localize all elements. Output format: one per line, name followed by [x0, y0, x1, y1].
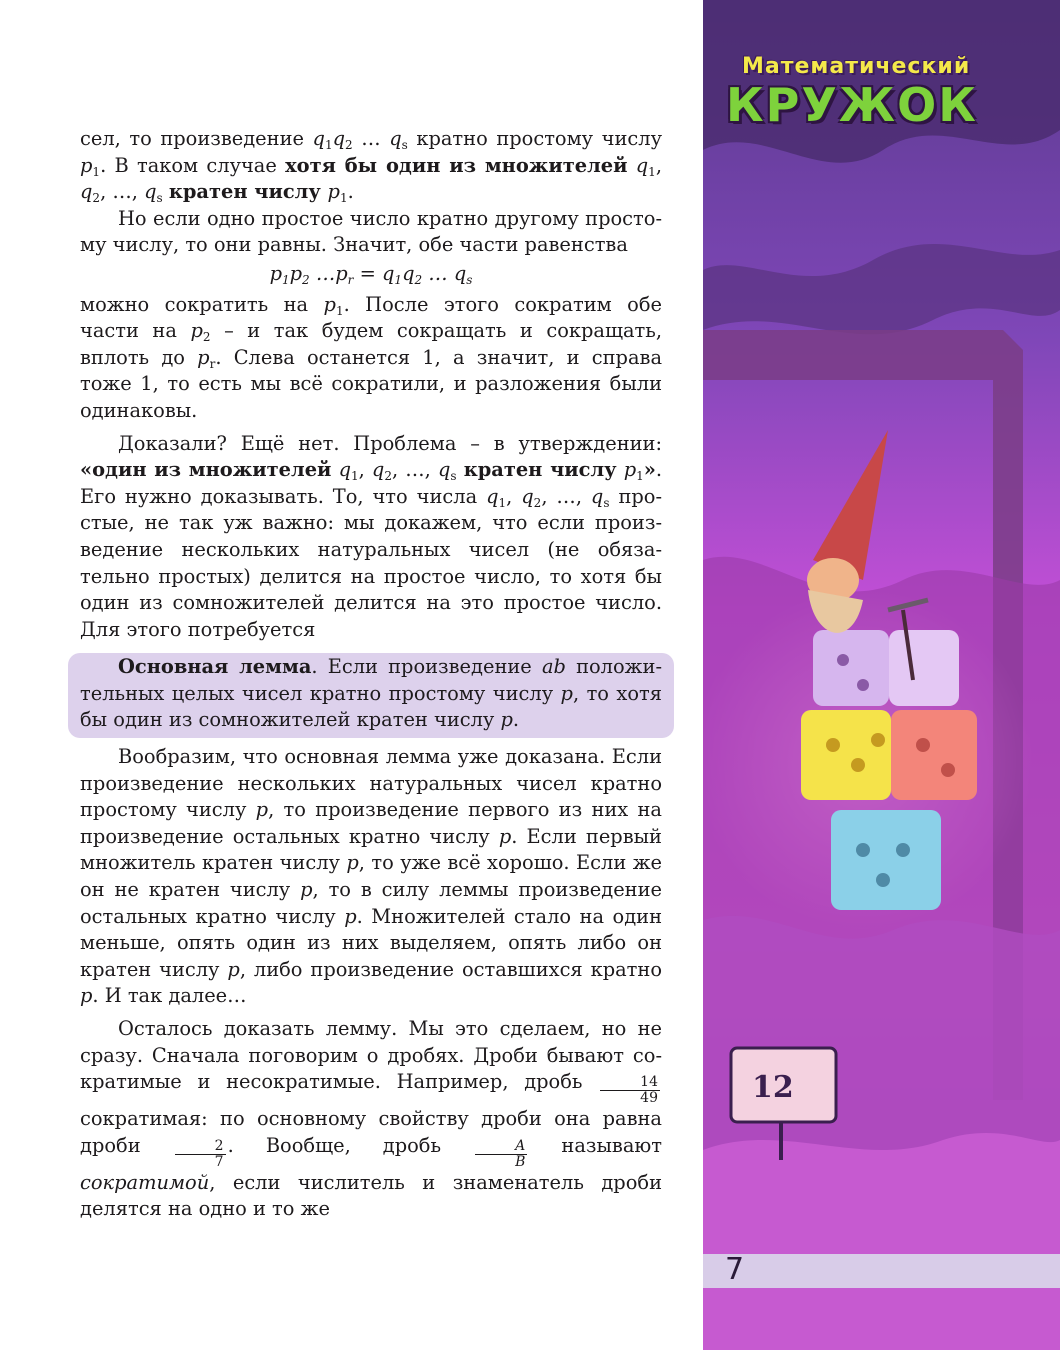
equation: $p_1p_2$ $\dots p_r = q_1q_2$ … $q_s$	[269, 261, 473, 287]
paragraph-4: Доказали? Ещё нет. Проблема – в утверждении: «один из множителей $q_1$, $q_2$, …, $q_s$ кратен числу $p_1$». Его нужно доказывать. То, что числа $q_1$, $q_2$, …, $q_s$ простые, не так уж важно: мы докажем, что если произведение нескольких натуральных чисел (не обязательно простых) делится на простое число, то хотя бы один из сомножителей делится на это простое число. Для этого потребуется	[80, 431, 663, 641]
paragraph-6: Осталось доказать лемму. Мы это сделаем, но не сразу. Сначала поговорим о дробях. Дроби бывают сократимые и несократимые. Например, дробь $\frac{14}{49}$ сократимая: по основному свойству дроби она равна дроби $\frac{2}{7}$ . Вообще, дробь $\frac{A}{B}$ называют сократимой, если числитель и знаменатель дроби делятся на одно и то же	[80, 1017, 663, 1221]
cave-illustration	[703, 0, 1060, 1350]
page-number: 7	[725, 1252, 745, 1287]
illustration-panel	[703, 0, 1060, 1350]
paragraph-1: сел, то произведение $q_1q_2$ … $q_s$ кратно простому числу $p_1$. В таком случае хотя бы один из множителей $q_1$, $q_2$, …, $q_s$ кратен числу $p_1$.	[80, 127, 662, 206]
article-text	[80, 126, 662, 1223]
paragraph-2: Но если одно простое число кратно другому простому числу, то они равны. Значит, обе части равенства	[80, 206, 662, 257]
fraction-14-49: $\frac{14}{49}$	[600, 1075, 660, 1106]
sign-number: 12	[752, 1070, 794, 1105]
fraction-2-7: $\frac{2}{7}$	[175, 1139, 226, 1170]
logo-line1: Математический	[742, 54, 971, 79]
magazine-logo	[712, 52, 982, 162]
lemma-box	[68, 653, 674, 738]
page-number-strip	[703, 1254, 1060, 1288]
lemma-text: Основная лемма. Если произведение ab положительных целых чисел кратно простому числу p, то хотя бы один из сомножителей кратен числу p.	[80, 655, 662, 732]
paragraph-3: можно сократить на $p_1$. После этого сократим обе части на $p_2$ – и так будем сокращать и сокращать, вплоть до $p_r$. Слева останется 1, а значит, и справа тоже 1, то есть мы всё сократили, и разложения были одинаковы.	[80, 292, 663, 422]
paragraph-5: Вообразим, что основная лемма уже доказана. Если произведение нескольких натуральных чисел кратно простому числу p, то произведение первого из них на произведение остальных кратно числу p. Если первый множитель кратен числу p, то уже всё хорошо. Если же он не кратен числу p, то в силу леммы произведение остальных кратно числу p. Множителей стало на один меньше, опять один из них выделяем, опять либо он кратен числу p, либо произведение оставшихся кратно p. И так далее…	[80, 745, 663, 1008]
fraction-a-b: $\frac{A}{B}$	[475, 1139, 527, 1170]
logo-line2: КРУЖОК	[726, 78, 978, 132]
